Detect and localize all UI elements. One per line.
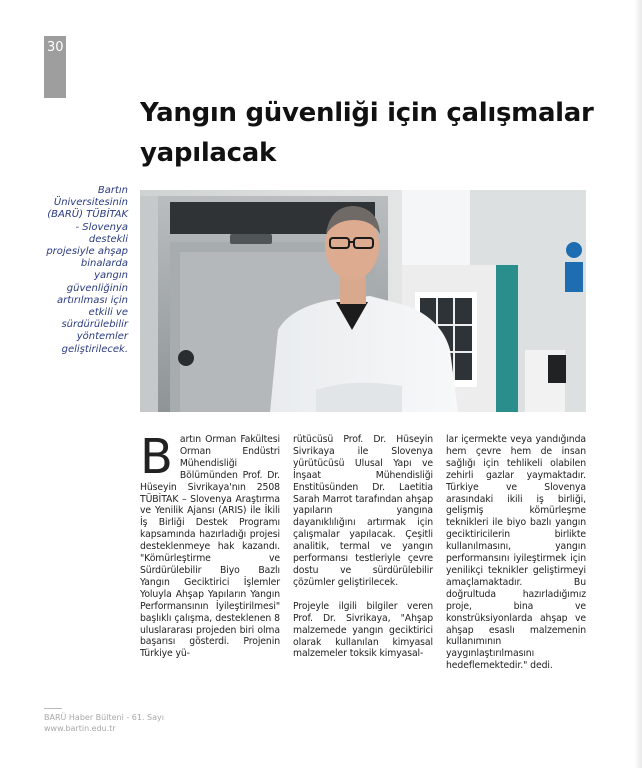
footer-divider <box>44 708 62 709</box>
page-edge-shadow <box>634 0 642 768</box>
article-lead: Bartın Üniversitesinin (BARÜ) TÜBİTAK - Slovenya destekli projesiyle ahşap binalarda yangın güvenliğinin artırılması için etkili ve sürdürülebilir yöntemler geliştirilecek. <box>46 185 128 355</box>
article-photo <box>140 190 586 412</box>
paragraph: lar içermekte veya yandığında hem çevre hem de insan sağlığı için tehlikeli olabilen zehirli gazlar yaymaktadır. Türkiye ve Slovenya arasındaki ikili iş birliği, gelişmiş kömürleşme teknikleri ile biyo bazlı yangın geciktiricilerin birlikte kullanılmasını, yangın performansını iyileştirmek için yenilikçi teknikler geliştirmeyi amaçlamaktadır. Bu doğrultuda hazırladığımız proje, bina ve konstrüksiyonlarda ahşap ve ahşap esaslı malzemenin kullanımının yaygınlaştırılmasını hedeflemektedir." dedi. <box>446 434 586 672</box>
text-column-3 <box>446 434 586 672</box>
footer-website-link[interactable]: www.bartin.edu.tr <box>44 724 116 733</box>
paragraph <box>140 429 280 660</box>
text-column-1 <box>140 429 280 660</box>
footer-publication: BARÜ Haber Bülteni - 61. Sayı <box>44 713 164 722</box>
paragraph: rütücüsü Prof. Dr. Hüseyin Sivrikaya ile Slovenya yürütücüsü Ulusal Yapı ve İnşaat Mühendisliği Enstitüsünden Dr. Laetitia Sarah Marrot tarafından ahşap yapıların yangına dayanıklılığını artırmak için çalışmalar yapılacak. Çeşitli analitik, termal ve yangın performansı testleriyle çevre dostu ve sürdürülebilir çözümler geliştirilecek. <box>293 434 433 588</box>
paragraph-text: artın Orman Fakültesi Orman Endüstri Mühendisliği Bölümünden Prof. Dr. Hüseyin Sivrikaya'nın 2508 TÜBİTAK – Slovenya Araştırma ve Yenilik Ajansı (ARIS) ile İkili İş Birliği Destek Programı kapsamında hazırladığı projesi desteklenmeye hak kazandı. "Kömürleştirme ve Sürdürülebilir Biyo Bazlı Yangın Geciktirici İşlemler Yoluyla Ahşap Yapıların Yangın Performansının İyileştirilmesi" başlıklı çalışma, desteklenen 8 uluslararası projeden biri olma başarısı gösterdi. Projenin Türkiye yü- <box>140 434 280 660</box>
drop-cap: B <box>140 429 173 485</box>
paragraph: Projeyle ilgili bilgiler veren Prof. Dr. Sivrikaya, "Ahşap malzemede yangın geciktirici olarak kullanılan kimyasal malzemeler toksik kimyasal- <box>293 600 433 660</box>
footer <box>44 712 164 734</box>
text-column-2 <box>293 434 433 660</box>
article-title: Yangın güvenliği için çalışmalar yapılacak <box>140 98 594 168</box>
page-number: 30 <box>47 40 64 55</box>
